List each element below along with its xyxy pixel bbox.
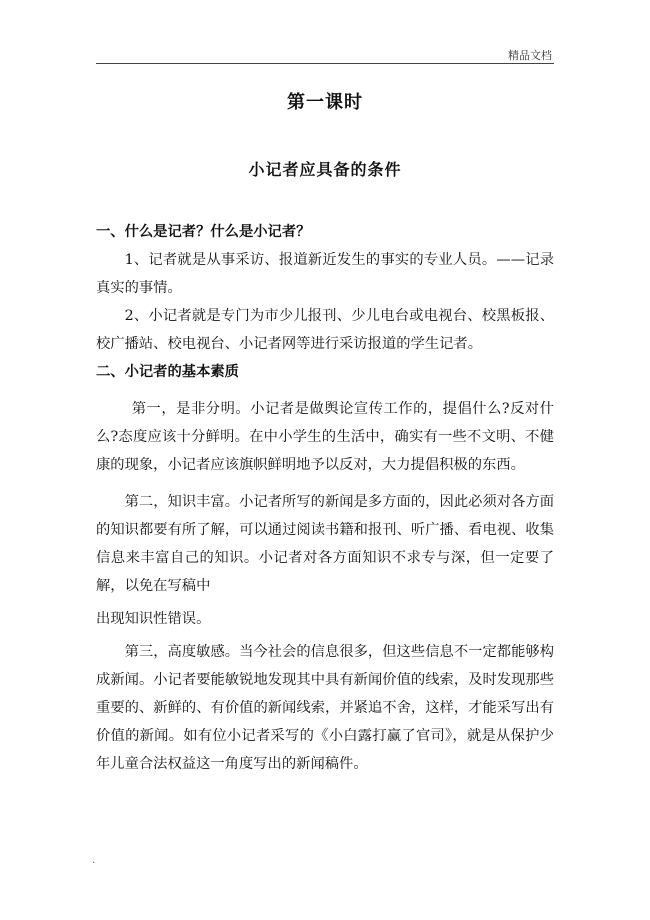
section-heading-2: 二、小记者的基本素质: [96, 364, 239, 380]
paragraph-6: 第三，高度敏感。当今社会的信息很多，但这些信息不一定都能够构成新闻。小记者要能敏锐地发现其中具有新闻价值的线索，及时发现那些重要的、新鲜的、有价值的新闻线索，并紧追不舍，这样，才能采写出有价值的新闻。如有位小记者采写的《小白露打赢了官司》，就是从保护少年儿童合法权益这一角度写出的新闻稿件。: [96, 644, 554, 772]
header-rule: [96, 63, 554, 64]
footer-mark: .: [92, 855, 96, 866]
page-title: 第一课时: [287, 92, 363, 113]
header-label: 精品文档: [508, 49, 552, 62]
document-text: [96, 218, 554, 778]
paragraph-2: 2、小记者就是专门为市少儿报刊、少儿电台或电视台、校黑板报、校广播站、校电视台、小记者网等进行采访报道的学生记者。: [96, 308, 554, 352]
paragraph-1: 1、记者就是从事采访、报道新近发生的事实的专业人员。——记录真实的事情。: [96, 252, 554, 296]
paragraph-5: 出现知识性错误。: [96, 611, 211, 627]
paragraph-4: 第二，知识丰富。小记者所写的新闻是多方面的，因此必须对各方面的知识都要有所了解，可以通过阅读书籍和报刊、听广播、看电视、收集信息来丰富自己的知识。小记者对各方面知识不求专与深，但一定要了解，以免在写稿中: [96, 494, 554, 594]
section-heading-1: 一、什么是记者？什么是小记者？: [96, 224, 311, 240]
page-subtitle: 小记者应具备的条件: [248, 160, 402, 179]
paragraph-3: 第一，是非分明。小记者是做舆论宣传工作的，提倡什么?反对什么?态度应该十分鲜明。在中小学生的生活中，确实有一些不文明、不健康的现象，小记者应该旗帜鲜明地予以反对，大力提倡积极的东西。: [96, 401, 554, 473]
